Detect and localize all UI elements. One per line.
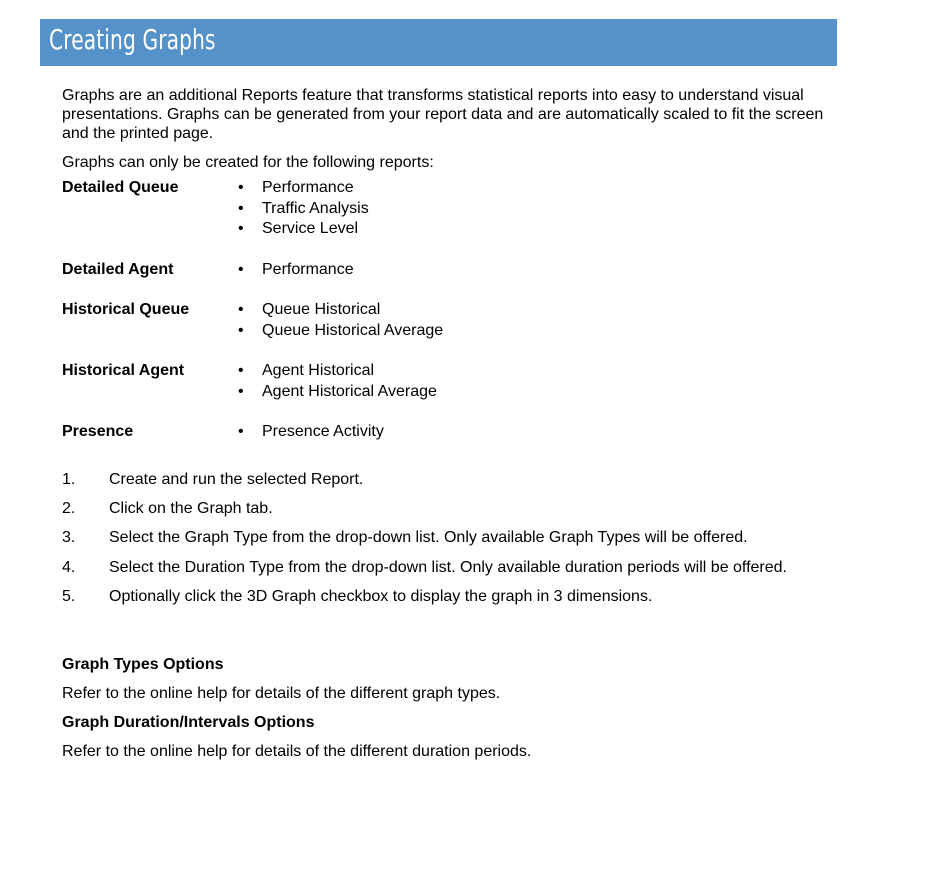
step-text: Create and run the selected Report. [109,470,364,488]
list-item: • Performance [238,178,369,199]
bullet-icon: • [238,220,244,237]
report-list [238,300,443,341]
step-item [62,587,842,616]
bullet-icon: • [238,301,244,318]
title-bar [40,19,837,66]
list-item: • Performance [238,260,354,281]
report-group-detailed-agent [62,260,842,281]
report-group-label: Detailed Queue [62,179,179,196]
report-list [238,422,384,443]
report-group-label: Historical Queue [62,301,190,318]
bullet-icon: • [238,423,244,440]
report-list [238,178,369,240]
list-item: • Traffic Analysis [238,199,369,220]
report-group-detailed-queue [62,178,842,240]
bullet-icon: • [238,260,244,278]
step-item [62,470,842,499]
step-text: Optionally click the 3D Graph checkbox to display the graph in 3 dimensions. [109,588,653,606]
bullet-icon: • [238,199,244,217]
report-list [238,361,437,402]
list-item: • Agent Historical [238,361,437,382]
step-number: 4. [62,558,76,576]
step-number: 1. [62,470,76,488]
step-number: 3. [62,529,76,547]
graph-types-heading: Graph Types Options [62,656,224,674]
step-number: 2. [62,499,76,517]
list-item: • Queue Historical Average [238,321,443,342]
step-item [62,528,842,557]
report-group-label: Historical Agent [62,362,185,379]
report-group-label: Presence [62,423,134,440]
graph-duration-heading: Graph Duration/Intervals Options [62,714,315,732]
report-group-label: Detailed Agent [62,260,174,278]
report-list [238,260,354,281]
report-group-presence [62,422,842,443]
page-title: Creating Graphs [49,23,216,56]
reports-lead-text: Graphs can only be created for the following reports: [62,154,434,171]
step-text: Click on the Graph tab. [109,499,273,517]
list-item: • Service Level [238,219,369,240]
list-item: • Presence Activity [238,422,384,443]
graph-duration-text: Refer to the online help for details of the different duration periods. [62,743,532,761]
step-item [62,558,842,587]
list-item: • Agent Historical Average [238,382,437,403]
bullet-icon: • [238,321,244,339]
step-number: 5. [62,588,76,606]
step-text: Select the Graph Type from the drop-down list. Only available Graph Types will be offered. [109,529,748,547]
report-group-historical-queue [62,300,842,341]
graph-types-text: Refer to the online help for details of the different graph types. [62,685,501,703]
intro-paragraph: Graphs are an additional Reports feature that transforms statistical reports into easy to understand visual presentations. Graphs can be generated from your report data and are automatically scaled to fit the screen and the printed page. [62,87,824,142]
bullet-icon: • [238,382,244,400]
bullet-icon: • [238,362,244,379]
step-item [62,499,842,528]
document-body [62,86,842,771]
bullet-icon: • [238,179,244,196]
step-text: Select the Duration Type from the drop-down list. Only available duration periods will be offered. [109,558,787,576]
list-item: • Queue Historical [238,300,443,321]
steps-list [62,470,842,617]
report-group-historical-agent [62,361,842,402]
